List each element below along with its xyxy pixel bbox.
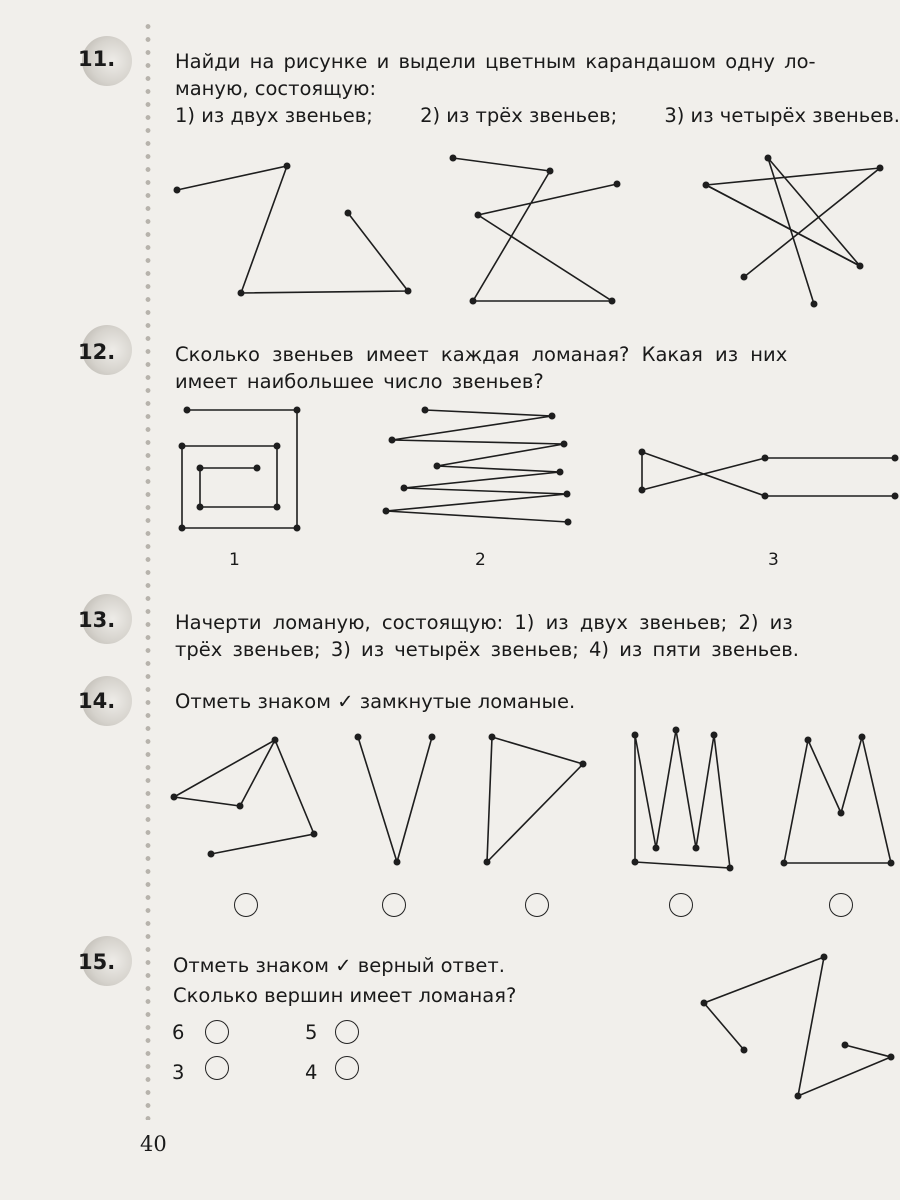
option-label: 5 [305, 1021, 318, 1044]
task-text-part: Отметь знаком [173, 954, 329, 977]
task11-figure-b [450, 155, 621, 305]
task-line: Сколько вершин имеет ломаная? [173, 984, 517, 1007]
checkmark-icon: ✓ [335, 954, 352, 977]
task-number: 14. [78, 689, 116, 713]
page-number: 40 [140, 1132, 167, 1156]
task-line: имеет наибольшее число звеньев? [175, 370, 544, 393]
figure-caption: 3 [768, 550, 779, 570]
checkmark-icon: ✓ [337, 690, 354, 713]
option-label: 3 [172, 1061, 185, 1084]
task15-figure [701, 954, 895, 1100]
task-number: 11. [78, 47, 116, 71]
task12-figure-zigzag [383, 407, 572, 526]
option-label: 6 [172, 1021, 185, 1044]
task-line: маную, состоящую: [175, 77, 377, 100]
task-number: 12. [78, 340, 116, 364]
task-text-part: замкнутые ломаные. [359, 690, 576, 713]
task-line: Найди на рисунке и выдели цветным карандашом одну ло- [175, 50, 816, 73]
option-label: 4 [305, 1061, 318, 1084]
option-text: 1) из двух звеньев; [175, 104, 373, 127]
figure-caption: 1 [229, 550, 240, 570]
task14-figure-b [355, 734, 436, 866]
task-text-part: Отметь знаком [175, 690, 331, 713]
task-text-part: верный ответ. [357, 954, 505, 977]
task-line: Начерти ломаную, состоящую: 1) из двух звеньев; 2) из [175, 611, 793, 634]
figure-caption: 2 [475, 550, 486, 570]
task12-figure-spiral [179, 407, 301, 532]
option-text: 2) из трёх звеньев; [420, 104, 618, 127]
task11-figure-a [174, 163, 412, 297]
task-number: 13. [78, 608, 116, 632]
task-number: 15. [78, 950, 116, 974]
task-line: трёх звеньев; 3) из четырёх звеньев; 4) из пяти звеньев. [175, 638, 799, 661]
task14-figure-e [781, 734, 895, 867]
task-line: Сколько звеньев имеет каждая ломаная? Какая из них [175, 343, 788, 366]
task11-figure-c [703, 155, 884, 308]
option-text: 3) из четырёх звеньев. [664, 104, 900, 127]
task14-figure-a [171, 737, 318, 858]
task14-figure-d [632, 727, 734, 872]
task12-figure-bowtie [639, 449, 899, 500]
task14-figure-c [484, 734, 587, 866]
